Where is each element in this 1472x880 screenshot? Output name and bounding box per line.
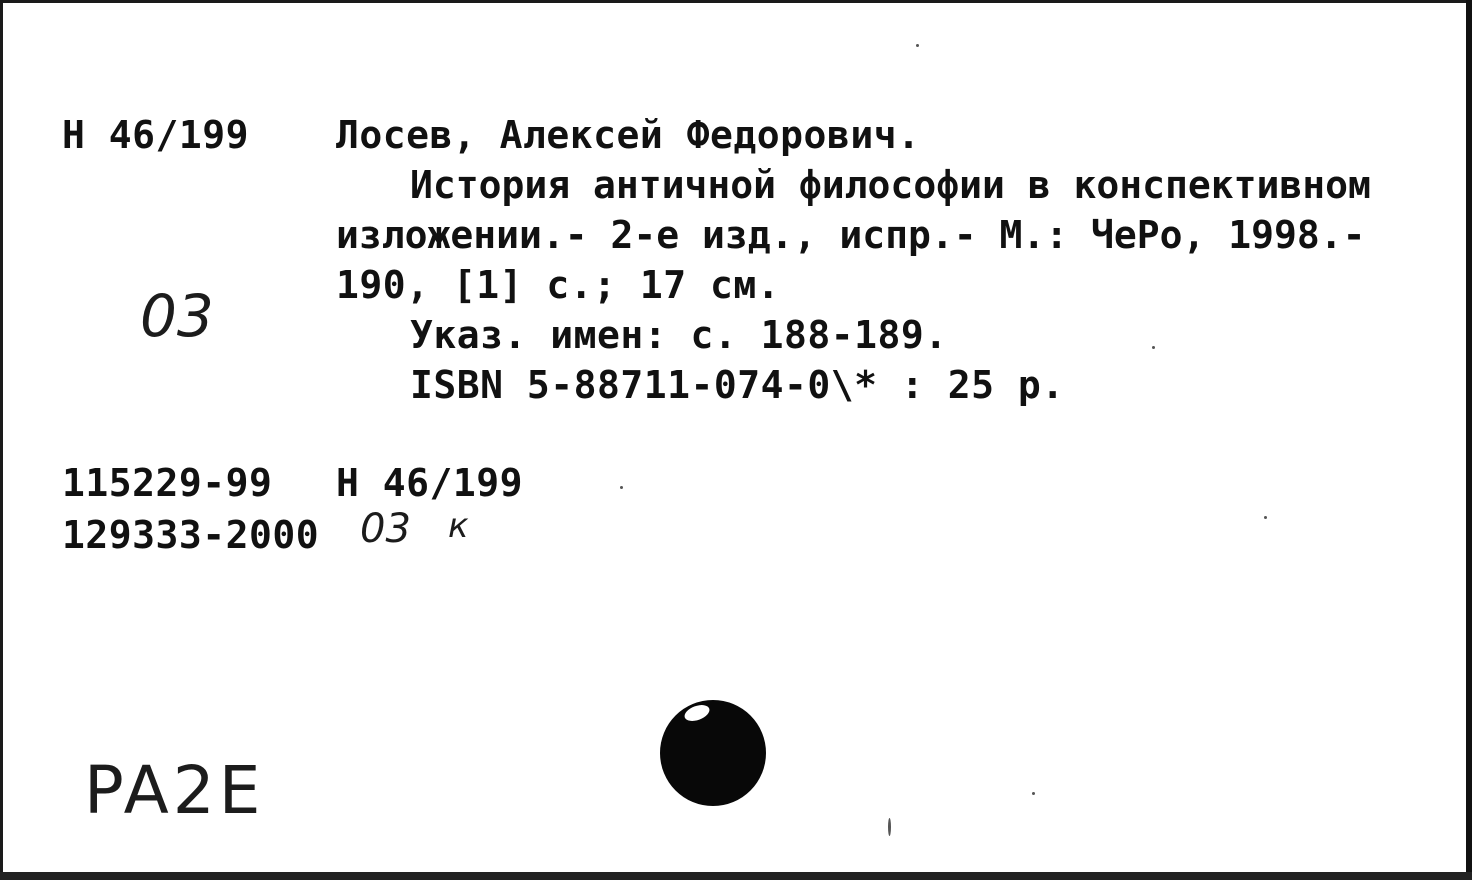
title-line-3: 190, [1] с.; 17 см. [336, 263, 781, 307]
ink-speck [1032, 792, 1035, 795]
card-border-bottom [0, 872, 1472, 880]
ink-speck [620, 486, 623, 489]
author-heading: Лосев, Алексей Федорович. [336, 113, 921, 157]
title-line-1: История античной философии в конспективном [410, 163, 1371, 207]
inventory-number: 115229-99 [62, 461, 273, 505]
card-border-right [1466, 0, 1472, 880]
ink-speck [916, 44, 919, 47]
title-line-2: изложении.- 2-е изд., испр.- М.: ЧеРо, 1998.- [336, 213, 1366, 257]
inventory-number: 129333-2000 [62, 513, 320, 557]
punch-hole [660, 700, 766, 806]
handwritten-mark: 03 [140, 282, 214, 350]
handwritten-tick: к [448, 506, 469, 546]
card-border-left [0, 0, 3, 880]
inventory-location: 03 [360, 506, 411, 552]
card-border-top [0, 0, 1472, 3]
ink-speck [1264, 516, 1267, 519]
handwritten-code: PA2E [84, 752, 265, 829]
isbn-line: ISBN 5-88711-074-0\* : 25 р. [410, 363, 1065, 407]
ink-speck [888, 818, 891, 836]
ink-speck [1152, 346, 1155, 349]
call-number: Н 46/199 [62, 113, 250, 157]
inventory-location: Н 46/199 [336, 461, 524, 505]
index-note: Указ. имен: с. 188-189. [410, 313, 948, 357]
